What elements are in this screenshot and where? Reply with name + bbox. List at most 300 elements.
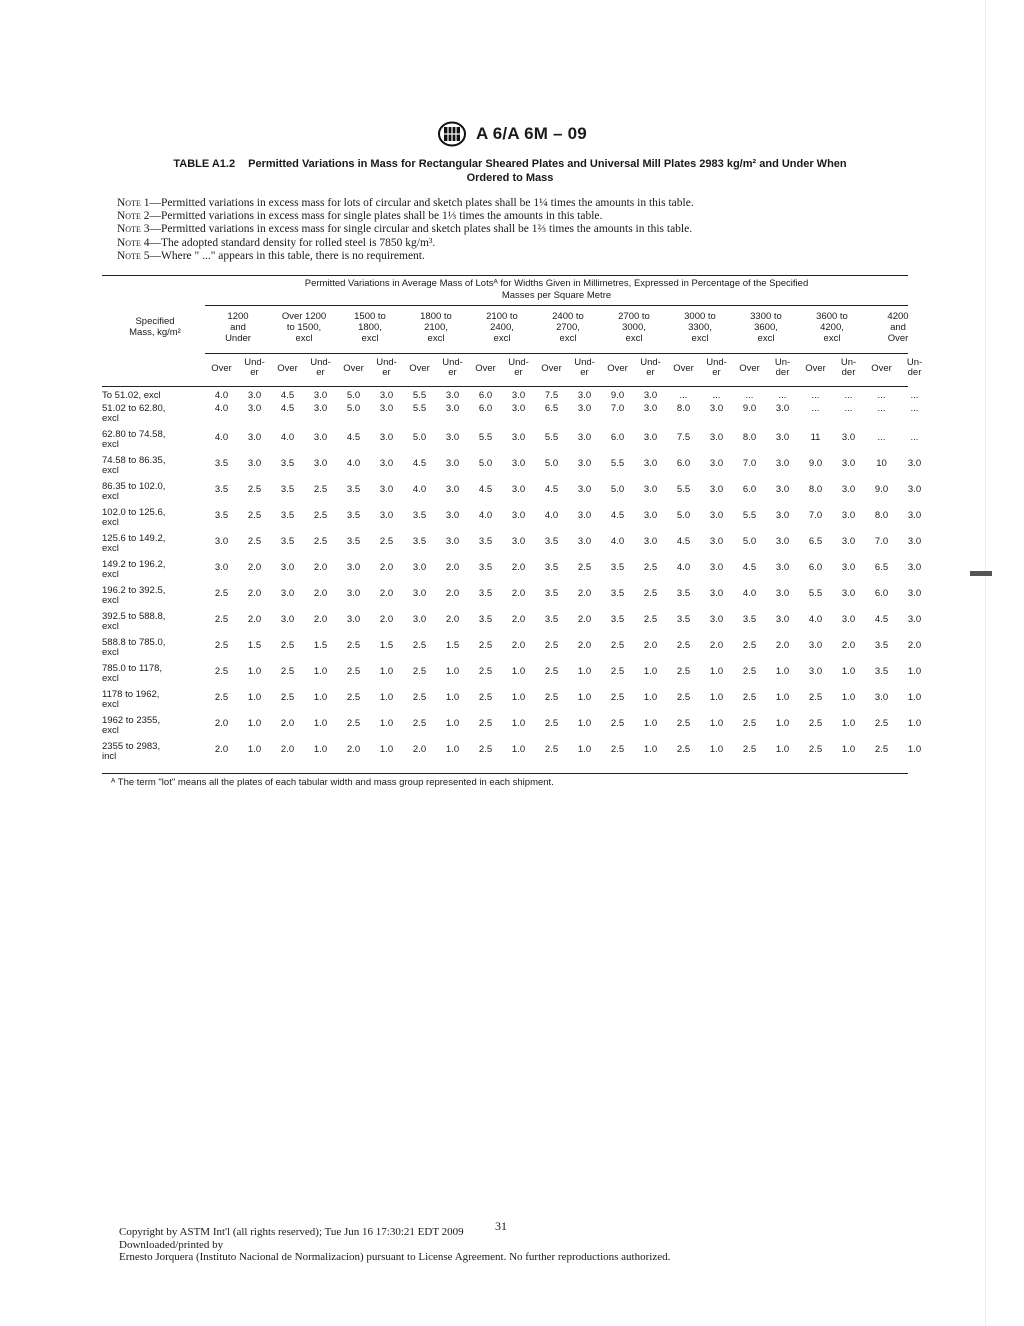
table-cell: 2.5 (214, 588, 229, 599)
row-label: 62.80 to 74.58, excl (102, 429, 166, 450)
table-cell: 4.0 (346, 458, 361, 469)
table-cell: 2.5 (610, 640, 625, 651)
table-cell: 2.0 (379, 588, 394, 599)
table-cell: 1.0 (445, 692, 460, 703)
table-cell: 3.0 (247, 432, 262, 443)
table-cell: 3.0 (412, 562, 427, 573)
table-cell: 3.0 (775, 614, 790, 625)
table-cell: 2.5 (676, 744, 691, 755)
table-cell: 1.0 (247, 666, 262, 677)
table-cell: 1.0 (379, 692, 394, 703)
table-cell: 5.5 (478, 432, 493, 443)
subheader-rule (102, 386, 908, 387)
table-title-line2: Ordered to Mass (466, 172, 554, 184)
table-cell: 3.0 (808, 666, 823, 677)
table-cell: 1.0 (643, 718, 658, 729)
table-cell: 2.5 (214, 640, 229, 651)
table-cell: 2.5 (676, 640, 691, 651)
table-cell: 1.0 (511, 692, 526, 703)
table-cell: 3.5 (874, 640, 889, 651)
table-cell: 3.0 (775, 588, 790, 599)
table-cell: 3.0 (577, 484, 592, 495)
table-cell: ... (910, 403, 919, 414)
table-cell: 2.0 (346, 744, 361, 755)
table-cell: 3.5 (412, 536, 427, 547)
table-cell: 1.0 (841, 744, 856, 755)
scan-mark (970, 571, 992, 576)
table-cell: 2.5 (478, 692, 493, 703)
table-cell: 2.5 (247, 484, 262, 495)
table-cell: 3.0 (577, 458, 592, 469)
subheader-under: Und- er (574, 357, 595, 378)
table-cell: 3.5 (610, 614, 625, 625)
table-cell: 3.0 (775, 510, 790, 521)
row-label: 588.8 to 785.0, excl (102, 637, 166, 658)
table-cell: 1.5 (313, 640, 328, 651)
table-cell: ... (877, 403, 886, 414)
table-cell: 7.5 (544, 390, 559, 401)
subheader-under: Und- er (706, 357, 727, 378)
table-cell: 2.5 (478, 640, 493, 651)
table-cell: 3.0 (709, 562, 724, 573)
table-cell: 7.0 (742, 458, 757, 469)
table-cell: 9.0 (610, 390, 625, 401)
table-cell: 1.0 (577, 744, 592, 755)
table-cell: 4.5 (676, 536, 691, 547)
table-cell: 6.0 (808, 562, 823, 573)
table-cell: 5.0 (610, 484, 625, 495)
table-cell: ... (844, 390, 853, 401)
table-cell: 1.0 (709, 744, 724, 755)
table-cell: 1.0 (577, 692, 592, 703)
column-header: 1200 and Under (225, 311, 251, 344)
table-cell: 2.5 (346, 666, 361, 677)
table-cell: 2.5 (643, 588, 658, 599)
note-3: Note 3—Permitted variations in excess mass for single circular and sketch plates shall be 1⅔ times the amounts in this table. (117, 223, 693, 236)
document-header (0, 121, 1024, 147)
table-cell: 2.0 (412, 744, 427, 755)
table-cell: 3.5 (610, 562, 625, 573)
table-cell: 4.0 (742, 588, 757, 599)
table-cell: 3.0 (709, 484, 724, 495)
table-cell: 3.0 (214, 562, 229, 573)
table-cell: 1.5 (445, 640, 460, 651)
table-cell: 2.5 (808, 718, 823, 729)
table-cell: 4.0 (412, 484, 427, 495)
table-cell: 5.5 (412, 403, 427, 414)
table-cell: 3.0 (346, 562, 361, 573)
row-label: 2355 to 2983, incl (102, 741, 161, 762)
table-cell: 2.5 (643, 562, 658, 573)
table-cell: 3.5 (214, 458, 229, 469)
table-cell: 3.0 (709, 536, 724, 547)
table-cell: 4.5 (742, 562, 757, 573)
table-cell: 3.0 (214, 536, 229, 547)
table-cell: 5.5 (544, 432, 559, 443)
table-cell: 2.5 (379, 536, 394, 547)
table-cell: 2.5 (346, 718, 361, 729)
table-cell: 3.0 (643, 536, 658, 547)
table-cell: ... (811, 403, 820, 414)
column-header: 2100 to 2400, excl (486, 311, 518, 344)
table-cell: 3.0 (346, 588, 361, 599)
table-cell: 3.0 (577, 390, 592, 401)
table-cell: 3.0 (412, 614, 427, 625)
table-cell: 2.5 (412, 640, 427, 651)
table-cell: 2.5 (742, 640, 757, 651)
table-cell: 2.5 (544, 666, 559, 677)
column-header: 3000 to 3300, excl (684, 311, 716, 344)
subheader-under: Un- der (840, 357, 857, 378)
table-cell: ... (877, 390, 886, 401)
subheader-under: Und- er (508, 357, 529, 378)
table-footnote: ᴬ The term "lot" means all the plates of each tabular width and mass group represented in each shipment. (111, 777, 554, 788)
table-cell: 7.0 (874, 536, 889, 547)
table-cell: 3.5 (280, 458, 295, 469)
table-cell: 2.5 (808, 744, 823, 755)
table-cell: 3.0 (841, 588, 856, 599)
table-cell: 2.0 (214, 744, 229, 755)
subheader-under: Und- er (310, 357, 331, 378)
table-cell: 6.0 (478, 390, 493, 401)
table-cell: 3.5 (412, 510, 427, 521)
table-cell: 3.0 (775, 562, 790, 573)
table-cell: 4.0 (676, 562, 691, 573)
table-cell: 2.5 (544, 640, 559, 651)
table-cell: 3.0 (643, 484, 658, 495)
table-cell: 4.0 (280, 432, 295, 443)
table-cell: 3.0 (247, 458, 262, 469)
table-cell: 5.0 (346, 390, 361, 401)
table-title: Permitted Variations in Mass for Rectangular Sheared Plates and Universal Mill Plates 2983 kg/m² and Under When (248, 158, 847, 170)
subheader-under: Und- er (640, 357, 661, 378)
table-cell: 4.0 (478, 510, 493, 521)
astm-logo-icon (437, 121, 467, 147)
table-cell: 5.0 (412, 432, 427, 443)
table-cell: 2.0 (214, 718, 229, 729)
table-cell: 2.0 (775, 640, 790, 651)
table-cell: 6.5 (544, 403, 559, 414)
table-cell: 3.0 (907, 484, 922, 495)
table-cell: 3.0 (511, 536, 526, 547)
column-header: 2700 to 3000, excl (618, 311, 650, 344)
table-cell: 7.5 (676, 432, 691, 443)
row-label: 785.0 to 1178, excl (102, 663, 163, 684)
table-cell: 2.5 (874, 718, 889, 729)
table-cell: ... (910, 432, 919, 443)
table-cell: 2.5 (742, 718, 757, 729)
subheader-under: Und- er (442, 357, 463, 378)
table-cell: 3.5 (478, 562, 493, 573)
copyright-notice: Copyright by ASTM Int'l (all rights reserved); Tue Jun 16 17:30:21 EDT 2009 Downloaded/printed by Ernesto Jorquera (Instituto Nacional de Normalizacion) pursuant to License Agreement. No further reproductions authorized. (119, 1226, 671, 1263)
table-cell: 3.0 (379, 403, 394, 414)
table-cell: 3.5 (544, 536, 559, 547)
table-id: TABLE A1.2 (173, 158, 236, 170)
table-cell: 1.0 (247, 692, 262, 703)
table-cell: 4.0 (544, 510, 559, 521)
table-cell: ... (745, 390, 754, 401)
table-cell: 1.0 (313, 718, 328, 729)
column-header: 4200 and Over (887, 311, 909, 344)
table-cell: 3.0 (841, 458, 856, 469)
table-cell: 3.0 (445, 390, 460, 401)
table-caption (110, 157, 910, 185)
table-cell: 2.0 (511, 640, 526, 651)
table-cell: 11 (810, 432, 821, 443)
table-cell: 3.0 (379, 484, 394, 495)
group-header-rule (205, 305, 908, 306)
row-label: 86.35 to 102.0, excl (102, 481, 166, 502)
subheader-under: Un- der (774, 357, 791, 378)
table-cell: 3.5 (544, 562, 559, 573)
table-cell: 7.0 (808, 510, 823, 521)
row-label: 196.2 to 392.5, excl (102, 585, 166, 606)
row-label: 392.5 to 588.8, excl (102, 611, 166, 632)
table-cell: 4.5 (412, 458, 427, 469)
table-cell: 2.0 (280, 718, 295, 729)
subheader-over: Over (277, 363, 298, 374)
table-cell: 9.0 (742, 403, 757, 414)
table-cell: 8.0 (808, 484, 823, 495)
table-cell: 3.0 (643, 510, 658, 521)
note-5: Note 5—Where " ..." appears in this table, there is no requirement. (117, 249, 425, 262)
table-cell: 2.5 (412, 666, 427, 677)
table-cell: 4.5 (346, 432, 361, 443)
table-cell: ... (679, 390, 688, 401)
table-cell: 5.5 (676, 484, 691, 495)
table-cell: 1.0 (313, 744, 328, 755)
table-cell: ... (778, 390, 787, 401)
table-cell: 1.0 (643, 692, 658, 703)
table-cell: 3.0 (511, 390, 526, 401)
table-cell: 3.5 (346, 484, 361, 495)
table-cell: 1.0 (511, 666, 526, 677)
notes-block (117, 197, 907, 263)
table-cell: 6.0 (874, 588, 889, 599)
table-cell: 2.5 (577, 562, 592, 573)
table-cell: 2.5 (676, 666, 691, 677)
table-cell: 2.0 (247, 614, 262, 625)
table-cell: 2.5 (742, 744, 757, 755)
table-cell: 3.0 (907, 588, 922, 599)
table-cell: 2.5 (214, 666, 229, 677)
table-cell: 5.5 (412, 390, 427, 401)
table-cell: 9.0 (808, 458, 823, 469)
table-cell: 2.0 (379, 614, 394, 625)
table-cell: 3.0 (412, 588, 427, 599)
table-cell: 2.0 (379, 562, 394, 573)
table-cell: 1.0 (709, 692, 724, 703)
table-cell: 3.5 (280, 536, 295, 547)
table-cell: 1.0 (445, 744, 460, 755)
table-cell: 3.5 (544, 614, 559, 625)
table-cell: 2.0 (445, 588, 460, 599)
table-cell: 3.0 (907, 510, 922, 521)
table-cell: 1.0 (379, 744, 394, 755)
table-cell: 3.5 (742, 614, 757, 625)
table-cell: 2.5 (313, 510, 328, 521)
table-cell: 4.0 (610, 536, 625, 547)
table-cell: 1.0 (379, 718, 394, 729)
table-cell: 4.5 (544, 484, 559, 495)
table-cell: 6.0 (676, 458, 691, 469)
table-cell: 2.0 (841, 640, 856, 651)
row-label: 102.0 to 125.6, excl (102, 507, 166, 528)
table-cell: 3.0 (775, 484, 790, 495)
table-cell: 3.0 (511, 458, 526, 469)
row-label: 51.02 to 62.80, excl (102, 403, 166, 424)
table-cell: 8.0 (874, 510, 889, 521)
table-cell: 5.0 (676, 510, 691, 521)
table-cell: 2.0 (247, 562, 262, 573)
table-cell: 3.0 (907, 614, 922, 625)
table-cell: 3.5 (214, 510, 229, 521)
table-cell: 3.0 (280, 562, 295, 573)
row-label: 125.6 to 149.2, excl (102, 533, 166, 554)
table-cell: 1.0 (247, 744, 262, 755)
table-cell: 1.0 (775, 666, 790, 677)
subheader-under: Und- er (376, 357, 397, 378)
table-cell: 2.5 (610, 744, 625, 755)
table-cell: 3.0 (379, 510, 394, 521)
table-cell: 3.0 (379, 458, 394, 469)
table-cell: 4.5 (280, 390, 295, 401)
table-cell: 3.0 (907, 536, 922, 547)
table-cell: 2.5 (544, 744, 559, 755)
table-cell: 3.5 (610, 588, 625, 599)
table-cell: 2.0 (643, 640, 658, 651)
table-cell: 3.0 (379, 432, 394, 443)
table-cell: 1.0 (643, 744, 658, 755)
column-header: 1800 to 2100, excl (420, 311, 452, 344)
subheader-over: Over (409, 363, 430, 374)
table-cell: 2.0 (577, 640, 592, 651)
row-label: 1962 to 2355, excl (102, 715, 161, 736)
column-header: 2400 to 2700, excl (552, 311, 584, 344)
table-cell: 5.0 (478, 458, 493, 469)
table-cell: 2.5 (478, 666, 493, 677)
table-cell: 2.5 (874, 744, 889, 755)
table-cell: 3.0 (709, 588, 724, 599)
subheader-over: Over (211, 363, 232, 374)
table-cell: 1.0 (775, 718, 790, 729)
table-cell: 1.0 (577, 666, 592, 677)
table-cell: ... (844, 403, 853, 414)
table-cell: 3.0 (511, 432, 526, 443)
table-cell: 5.5 (610, 458, 625, 469)
table-cell: 3.0 (445, 458, 460, 469)
page-number: 31 (495, 1219, 507, 1233)
table-cell: 3.5 (478, 614, 493, 625)
table-cell: 3.0 (643, 432, 658, 443)
table-cell: 1.5 (379, 640, 394, 651)
table-cell: 2.0 (445, 562, 460, 573)
table-cell: 1.0 (577, 718, 592, 729)
table-cell: 2.5 (313, 484, 328, 495)
table-cell: 3.0 (841, 562, 856, 573)
table-cell: 2.0 (247, 588, 262, 599)
table-cell: 3.0 (808, 640, 823, 651)
table-cell: 3.5 (478, 536, 493, 547)
table-cell: 3.0 (445, 510, 460, 521)
table-cell: 4.5 (610, 510, 625, 521)
table-cell: 2.5 (676, 718, 691, 729)
table-cell: 1.0 (313, 692, 328, 703)
table-cell: 5.0 (544, 458, 559, 469)
table-cell: 3.0 (775, 432, 790, 443)
subheader-over: Over (541, 363, 562, 374)
table-cell: 3.0 (709, 458, 724, 469)
table-cell: 2.5 (478, 718, 493, 729)
column-header: 1500 to 1800, excl (354, 311, 386, 344)
table-cell: 1.0 (841, 692, 856, 703)
table-cell: 2.5 (280, 692, 295, 703)
table-cell: 3.5 (676, 614, 691, 625)
table-cell: 1.0 (709, 718, 724, 729)
table-cell: 2.5 (247, 510, 262, 521)
table-cell: 3.5 (346, 510, 361, 521)
table-cell: 1.0 (907, 744, 922, 755)
table-cell: 2.5 (808, 692, 823, 703)
table-cell: 1.5 (247, 640, 262, 651)
table-cell: 3.5 (478, 588, 493, 599)
table-cell: 3.0 (577, 432, 592, 443)
table-cell: 2.0 (313, 614, 328, 625)
table-cell: 3.0 (709, 510, 724, 521)
table-cell: ... (811, 390, 820, 401)
table-cell: 2.5 (412, 718, 427, 729)
table-cell: 3.5 (214, 484, 229, 495)
table-cell: 3.0 (709, 403, 724, 414)
subheader-under: Un- der (906, 357, 923, 378)
table-cell: 3.0 (313, 458, 328, 469)
table-cell: 1.0 (841, 718, 856, 729)
table-cell: 1.0 (511, 744, 526, 755)
table-cell: 2.5 (544, 718, 559, 729)
table-cell: 3.0 (346, 614, 361, 625)
specified-mass-header: Specified Mass, kg/m² (129, 316, 181, 338)
table-cell: 6.5 (808, 536, 823, 547)
table-cell: 3.0 (247, 403, 262, 414)
table-cell: 1.0 (643, 666, 658, 677)
table-cell: 2.0 (511, 614, 526, 625)
table-cell: 3.0 (775, 458, 790, 469)
table-cell: 3.0 (511, 510, 526, 521)
table-cell: 1.0 (445, 666, 460, 677)
subheader-under: Und- er (244, 357, 265, 378)
column-header: 3300 to 3600, excl (750, 311, 782, 344)
row-label: 1178 to 1962, excl (102, 689, 160, 710)
table-cell: 3.0 (379, 390, 394, 401)
table-cell: 3.0 (841, 614, 856, 625)
row-label: 149.2 to 196.2, excl (102, 559, 166, 580)
subheader-over: Over (673, 363, 694, 374)
table-cell: 3.0 (445, 432, 460, 443)
column-header: 3600 to 4200, excl (816, 311, 848, 344)
table-cell: 2.5 (313, 536, 328, 547)
table-cell: 1.0 (709, 666, 724, 677)
subheader-over: Over (475, 363, 496, 374)
table-cell: ... (712, 390, 721, 401)
table-cell: 2.5 (280, 666, 295, 677)
table-cell: 1.0 (247, 718, 262, 729)
table-cell: ... (910, 390, 919, 401)
table-cell: 2.5 (346, 692, 361, 703)
table-cell: 1.0 (907, 692, 922, 703)
table-cell: 1.0 (445, 718, 460, 729)
table-cell: 3.5 (874, 666, 889, 677)
table-cell: 2.5 (742, 666, 757, 677)
